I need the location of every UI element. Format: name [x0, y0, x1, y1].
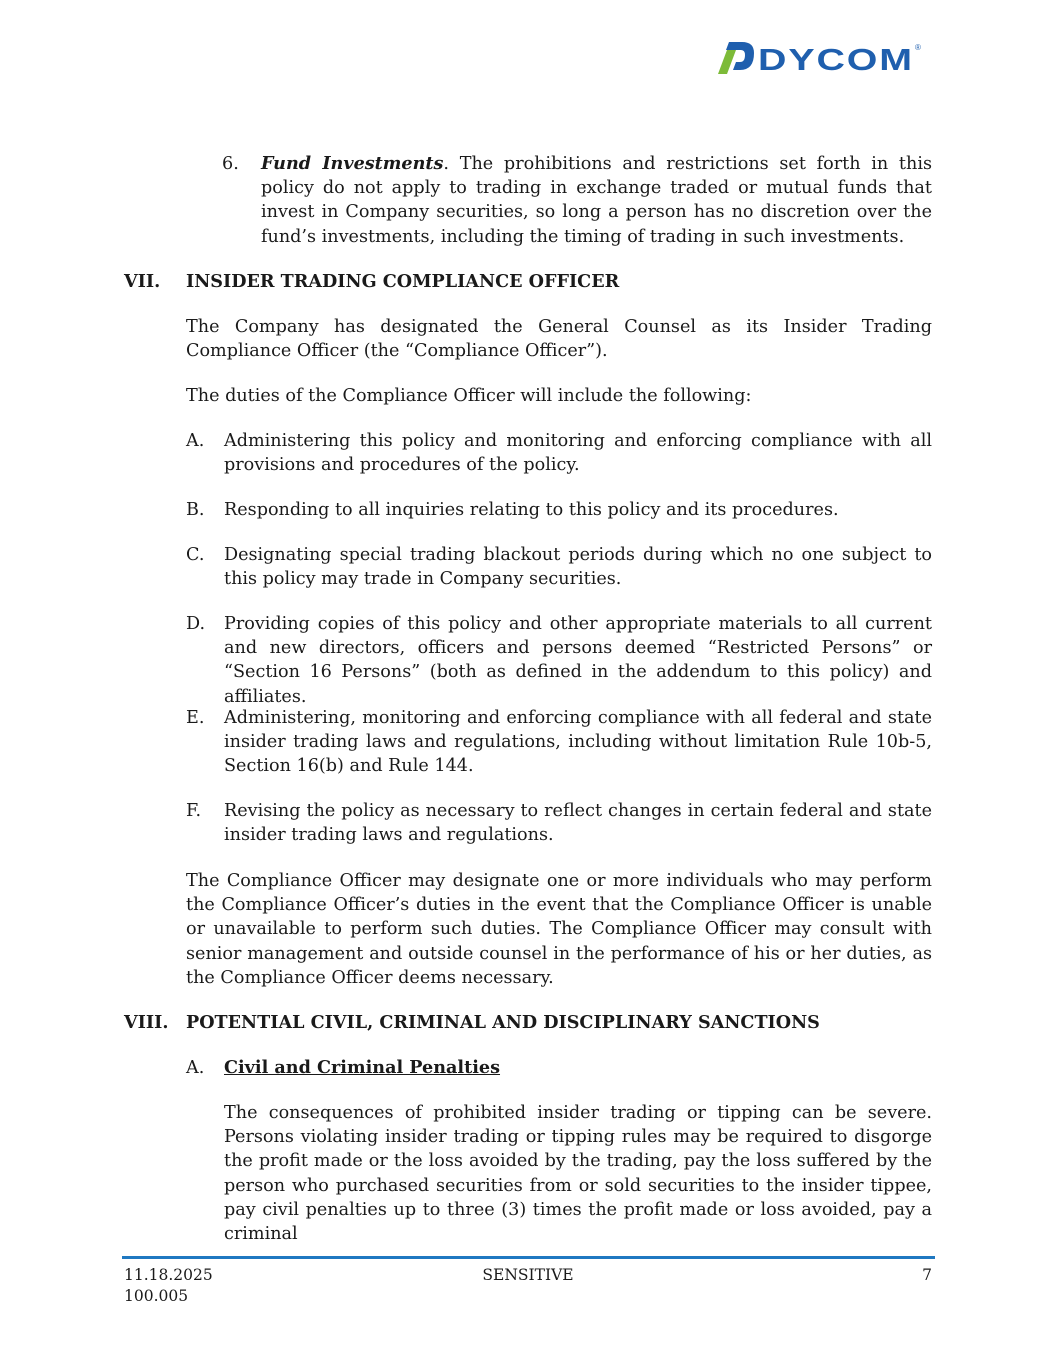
item-6-body: [261, 152, 932, 249]
list-item-label: A.: [186, 431, 205, 451]
item-6-text: . The prohibitions and restrictions set forth in this policy do not apply to trading in exchange traded or mutual funds that invest in Company securities, so long a person has no discretion over the fund’s investments, including the timing of trading in such investments.: [261, 154, 932, 247]
list-item-label: F.: [186, 801, 202, 821]
footer-classification: SENSITIVE: [482, 1266, 574, 1284]
list-item-text: Revising the policy as necessary to reflect changes in certain federal and state insider trading laws and regulations.: [224, 801, 932, 846]
list-item-label: C.: [186, 545, 205, 565]
footer-divider: [122, 1256, 935, 1259]
section-7-intro: The Company has designated the General Counsel as its Insider Trading Compliance Officer (the “Compliance Officer”).: [186, 317, 932, 362]
logo-wordmark: DYCOM: [758, 42, 914, 77]
list-item-label: B.: [186, 500, 205, 520]
section-7-number: VII.: [124, 271, 161, 292]
subsection-a-text: The consequences of prohibited insider trading or tipping can be severe. Persons violating insider trading or tipping rules may be required to disgorge the profit made or the loss avoided by the trading, pay the loss suffered by the person who purchased securities from or sold securities to the insider tippee, pay civil penalties up to three (3) times the profit made or loss avoided, pay a criminal: [224, 1103, 932, 1245]
subsection-a-label: A.: [186, 1058, 205, 1078]
list-item-text: Designating special trading blackout periods during which no one subject to this policy may trade in Company securities.: [224, 545, 932, 590]
logo-trademark: ®: [915, 43, 921, 52]
section-8-number: VIII.: [124, 1012, 169, 1033]
subsection-a-title: Civil and Criminal Penalties: [224, 1057, 501, 1078]
dycom-logo-graphic: [716, 40, 922, 78]
list-item-text: Administering this policy and monitoring and enforcing compliance with all provisions and procedures of the policy.: [224, 431, 932, 476]
footer-page-number: 7: [922, 1266, 932, 1284]
item-6-title: Fund Investments: [261, 153, 444, 174]
list-item-label: E.: [186, 708, 205, 728]
list-item-text: Responding to all inquiries relating to this policy and its procedures.: [224, 500, 839, 520]
footer-date: 11.18.2025: [124, 1266, 213, 1284]
section-7-duties-intro: The duties of the Compliance Officer will include the following:: [186, 386, 752, 406]
section-7-closing: The Compliance Officer may designate one or more individuals who may perform the Compliance Officer’s duties in the event that the Compliance Officer is unable or unavailable to perform such duties. The Compliance Officer may consult with senior management and outside counsel in the performance of his or her duties, as the Compliance Officer deems necessary.: [186, 871, 932, 988]
logo-mark-green: [718, 50, 736, 74]
footer-doc-number: 100.005: [124, 1287, 189, 1305]
section-8-title: POTENTIAL CIVIL, CRIMINAL AND DISCIPLINARY SANCTIONS: [186, 1012, 820, 1033]
list-item-text: Administering, monitoring and enforcing compliance with all federal and state insider trading laws and regulations, including without limitation Rule 10b-5, Section 16(b) and Rule 144.: [224, 708, 932, 777]
dycom-logo: [716, 40, 922, 78]
list-item-label: D.: [186, 614, 206, 634]
item-number: 6.: [222, 154, 239, 174]
list-item-text: Providing copies of this policy and other appropriate materials to all current and new directors, officers and persons deemed “Restricted Persons” or “Section 16 Persons” (both as defined in the addendum to this policy) and affiliates.: [224, 614, 932, 707]
section-7-title: INSIDER TRADING COMPLIANCE OFFICER: [186, 271, 620, 292]
